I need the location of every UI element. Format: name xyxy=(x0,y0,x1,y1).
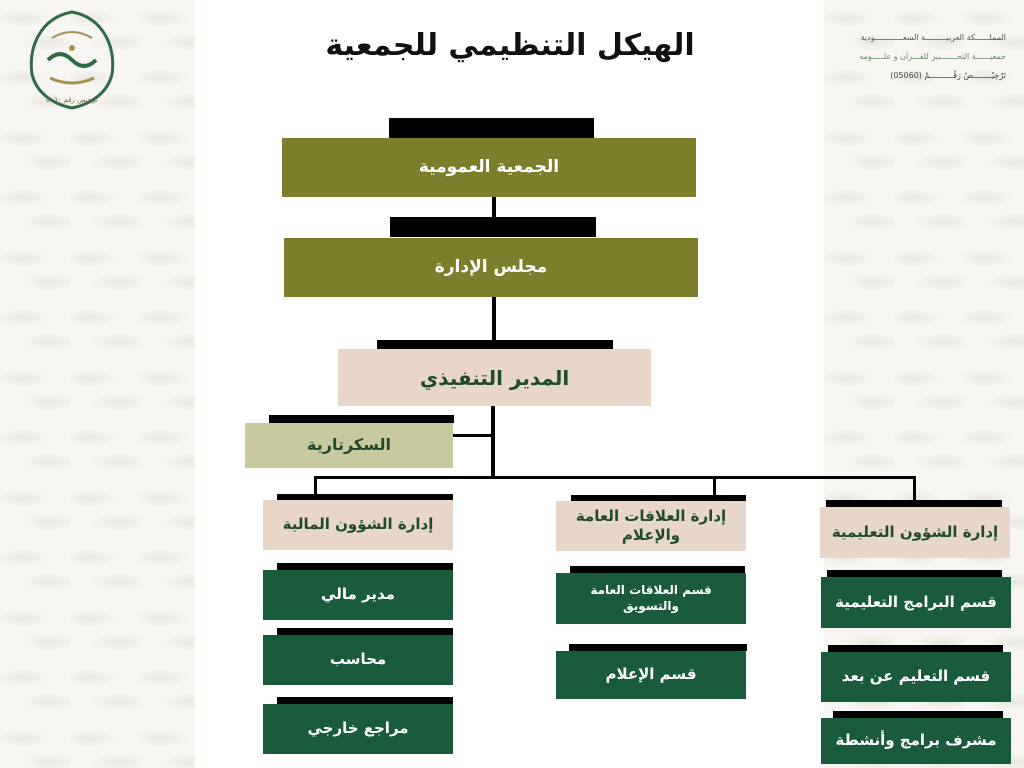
node-finance-dept: إدارة الشؤون المالية xyxy=(263,500,453,550)
accent-bar xyxy=(828,645,1003,652)
accent-bar xyxy=(833,711,1003,718)
connector-pr-drop xyxy=(713,476,716,496)
country-line: المملــــــكة العربيـــــــــة السعــــــــــــودية xyxy=(860,33,1006,42)
node-pr-marketing: قسم العلاقات العامة والتسويق xyxy=(556,573,746,624)
accent-bar xyxy=(277,628,453,635)
node-executive-director: المدير التنفيذي xyxy=(338,349,651,406)
node-pr-dept: إدارة العلاقات العامة والإعلام xyxy=(556,501,746,551)
node-edu-programs: قسم البرامج التعليمية xyxy=(821,577,1011,628)
node-external-auditor: مراجع خارجي xyxy=(263,704,453,754)
accent-bar xyxy=(277,563,453,570)
node-secretariat: السكرتارية xyxy=(245,423,453,468)
logo-registration: ترخيص رقم ٥٠٦٠ xyxy=(46,96,98,104)
logo-calligraphy-shape-2 xyxy=(50,78,94,83)
logo-calligraphy-shape xyxy=(48,54,96,66)
connector-assembly-board xyxy=(492,197,496,219)
connector-executive-trunk xyxy=(491,406,495,478)
connector-education-drop xyxy=(913,476,916,500)
node-media: قسم الإعلام xyxy=(556,651,746,699)
connector-horizontal-branch xyxy=(314,476,916,479)
page-title: الهيكل التنظيمي للجمعية xyxy=(325,28,695,63)
accent-bar xyxy=(826,500,1002,507)
node-finance-manager: مدير مالي xyxy=(263,570,453,620)
connector-finance-drop xyxy=(314,476,317,496)
accent-bar xyxy=(569,644,747,651)
node-programs-supervisor: مشرف برامج وأنشطة xyxy=(821,718,1011,764)
node-board: مجلس الإدارة xyxy=(284,238,698,297)
logo-ornament-shape xyxy=(52,32,92,38)
license-line: تَرْخِيْــــــــصُ رَقْــــــــــمْ (05060) xyxy=(890,71,1006,80)
connector-board-executive xyxy=(492,297,496,341)
node-distance-learning: قسم التعليم عن بعد xyxy=(821,652,1011,702)
accent-bar xyxy=(269,415,454,423)
accent-bar xyxy=(277,697,453,704)
association-name-line: جمعيــــــة التحـــــــبير للقـــرآن و علـــــومه xyxy=(859,52,1006,61)
connector-secretariat xyxy=(453,434,493,437)
node-general-assembly: الجمعية العمومية xyxy=(282,138,696,197)
accent-bar xyxy=(377,340,613,349)
accent-bar xyxy=(827,570,1002,577)
node-education-dept: إدارة الشؤون التعليمية xyxy=(820,507,1010,558)
node-accountant: محاسب xyxy=(263,635,453,685)
accent-bar xyxy=(390,217,596,237)
accent-bar xyxy=(570,566,745,573)
logo-dot-shape xyxy=(69,45,75,51)
accent-bar xyxy=(389,118,594,138)
